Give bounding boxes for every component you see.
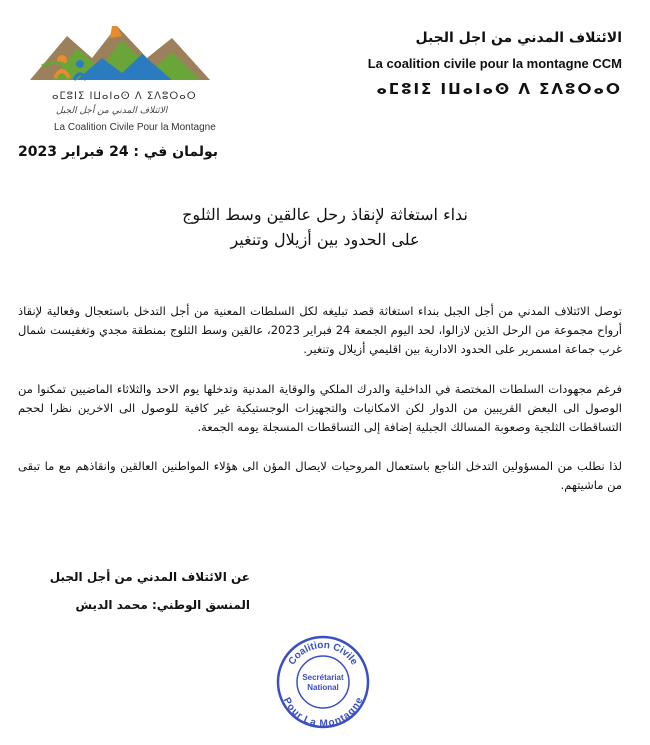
logo-arabic-text: الائتلاف المدني من أجل الجبل [56, 106, 168, 116]
signature-organization: عن الائتلاف المدني من أجل الجبل [49, 570, 250, 584]
body-paragraph-1: توصل الائتلاف المدني من أجل الجبل بنداء استغاثة قصد تبليغه لكل السلطات المعنية من أجل التدخل باستعجال وفعالية لإنقاذ أرواح مجموعة من الرحل الذين لازالوا، لحد اليوم الجمعة 24 فبراير 2023، عالقين وسط الثلوج بمنطقة مجدي وتغفيست شمال غرب جماعة امسمرير على الحدود الادارية بين اقليمي أزيلال وتنغير. [18, 304, 622, 356]
stamp-center-line1: Secrétariat [302, 673, 344, 682]
header-tifinagh-name: ⴰⵎⵓⵏⵉ ⵏⵡⴰⵏⴰⵙ ⴷ ⵉⴷⵓⵔⴰⵔ [376, 80, 622, 98]
official-stamp [275, 634, 371, 730]
stamp-top-text: Coalition Civile [286, 639, 360, 668]
logo-french-text: La Coalition Civile Pour la Montagne [54, 122, 216, 133]
document-date: بولمان في : 24 فبراير 2023 [18, 144, 218, 160]
document-title-line1: نداء استغاثة لإنقاذ رحل عالقين وسط الثلوج [182, 205, 468, 224]
organization-logo [22, 18, 217, 133]
logo-tifinagh-text: ⴰⵎⵓⵏⵉ ⵏⵡⴰⵏⴰⵙ ⴷ ⵉⴷⵓⵔⴰⵔ [52, 91, 197, 102]
signature-coordinator: المنسق الوطني: محمد الديش [75, 598, 250, 612]
body-paragraph-2: فرغم مجهودات السلطات المختصة في الداخلية والدرك الملكي والوقاية المدنية وتدخلها يوم الاحد والثلاثاء الماضيين تمكنوا من الوصول الى البعض القريبين من الدوار لكن الامكانيات والتجهيزات الوجستيكية غير كافية للوصول الى الاخرين نظرا لحجم التساقطات الثلجية وصعوبة المسالك الجبلية إضافة إلى التساقطات المسجلة يومه الجمعة. [18, 382, 622, 434]
mountains-logo-graphic [22, 18, 217, 93]
document-title-line2: على الحدود بين أزيلال وتنغير [230, 230, 420, 249]
body-paragraph-3: لذا نطلب من المسؤولين التدخل الناجع باستعمال المروحيات لايصال المؤن الى هؤلاء المواطنين العالقين وانقاذهم مع ما تبقى من ماشيتهم. [18, 459, 622, 492]
header-arabic-name: الائتلاف المدني من اجل الجبل [415, 30, 622, 46]
stamp-center-line2: National [307, 683, 339, 692]
stamp-bottom-text: Pour La Montagne [280, 695, 366, 730]
svg-text:Pour La Montagne [281, 696, 366, 730]
header-french-name: La coalition civile pour la montagne CCM [367, 56, 622, 71]
